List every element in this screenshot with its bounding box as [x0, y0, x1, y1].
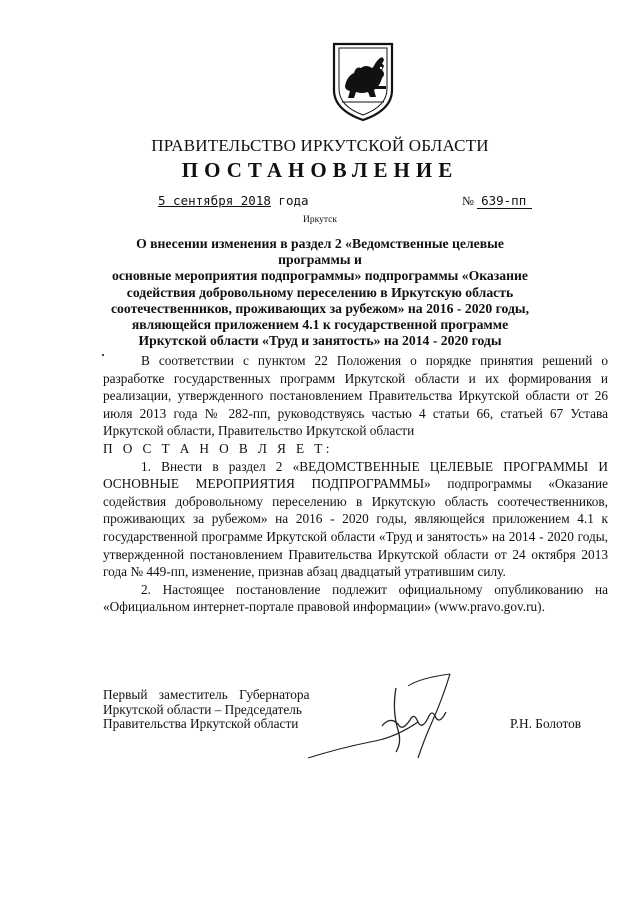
document-title [110, 236, 530, 349]
title-line: основные мероприятия подпрограммы» подпрограммы «Оказание [112, 268, 528, 284]
title-line: содействия добровольному переселению в Иркутскую область [126, 284, 514, 300]
position-line: Первый заместитель Губернатора [103, 687, 310, 702]
date-suffix: года [270, 193, 309, 208]
government-name: ПРАВИТЕЛЬСТВО ИРКУТСКОЙ ОБЛАСТИ [151, 136, 489, 155]
date-value: 5 сентября 2018 [158, 193, 271, 208]
title-line: Иркутской области «Труд и занятость» на 2014 - 2020 годы [138, 333, 502, 349]
item-2-paragraph: 2. Настоящее постановление подлежит официальному опубликованию на «Официальном интернет-портале правовой информации» (www.pravo.gov.ru). [103, 581, 608, 615]
number-value: 639-пп [477, 193, 532, 209]
title-line: О внесении изменения в раздел 2 «Ведомственные целевые программы и [136, 236, 504, 268]
document-type: ПОСТАНОВЛЕНИЕ [181, 158, 459, 182]
number-prefix: № [462, 194, 474, 208]
preamble-paragraph: В соответствии с пунктом 22 Положения о порядке принятия решений о разработке государственных программ Иркутской области и их формирования и реализации, утвержденного постановлением Правительства Иркутской области от 26 июля 2013 года № 282-пп, руководствуясь частью 4 статьи 66, статьей 67 Устава Иркутской области, Правительство Иркутской области [103, 353, 608, 439]
signer-position [103, 688, 309, 732]
document-date [158, 193, 309, 208]
document-body [103, 352, 608, 616]
handwritten-signature [300, 660, 480, 770]
title-line: являющейся приложением 4.1 к государственной программе [131, 317, 509, 333]
position-line: Правительства Иркутской области [103, 716, 299, 731]
signer-name: Р.Н. Болотов [510, 716, 582, 731]
decree-word: П О С Т А Н О В Л Я Е Т: [103, 440, 333, 456]
irkutsk-coat-of-arms-icon [328, 40, 398, 124]
item-1-paragraph: 1. Внести в раздел 2 «ВЕДОМСТВЕННЫЕ ЦЕЛЕВЫЕ ПРОГРАММЫ И ОСНОВНЫЕ МЕРОПРИЯТИЯ ПОДПРОГРАММЫ» подпрограммы «Оказание содействия добровольному переселению в Иркутскую область соотечественников, проживающих за рубежом» на 2016 - 2020 годы, являющейся приложением 4.1 к государственной программе Иркутской области «Труд и занятость» на 2014 - 2020 годы, утвержденной постановлением Правительства Иркутской области от 24 октября 2013 года № 449-пп, изменение, признав абзац двадцатый утратившим силу. [103, 458, 608, 580]
position-line: Иркутской области – Председатель [103, 701, 302, 717]
title-line: соотечественников, проживающих за рубежом» на 2016 - 2020 годы, [110, 300, 530, 316]
document-number [462, 193, 532, 209]
city-label: Иркутск [303, 215, 337, 225]
